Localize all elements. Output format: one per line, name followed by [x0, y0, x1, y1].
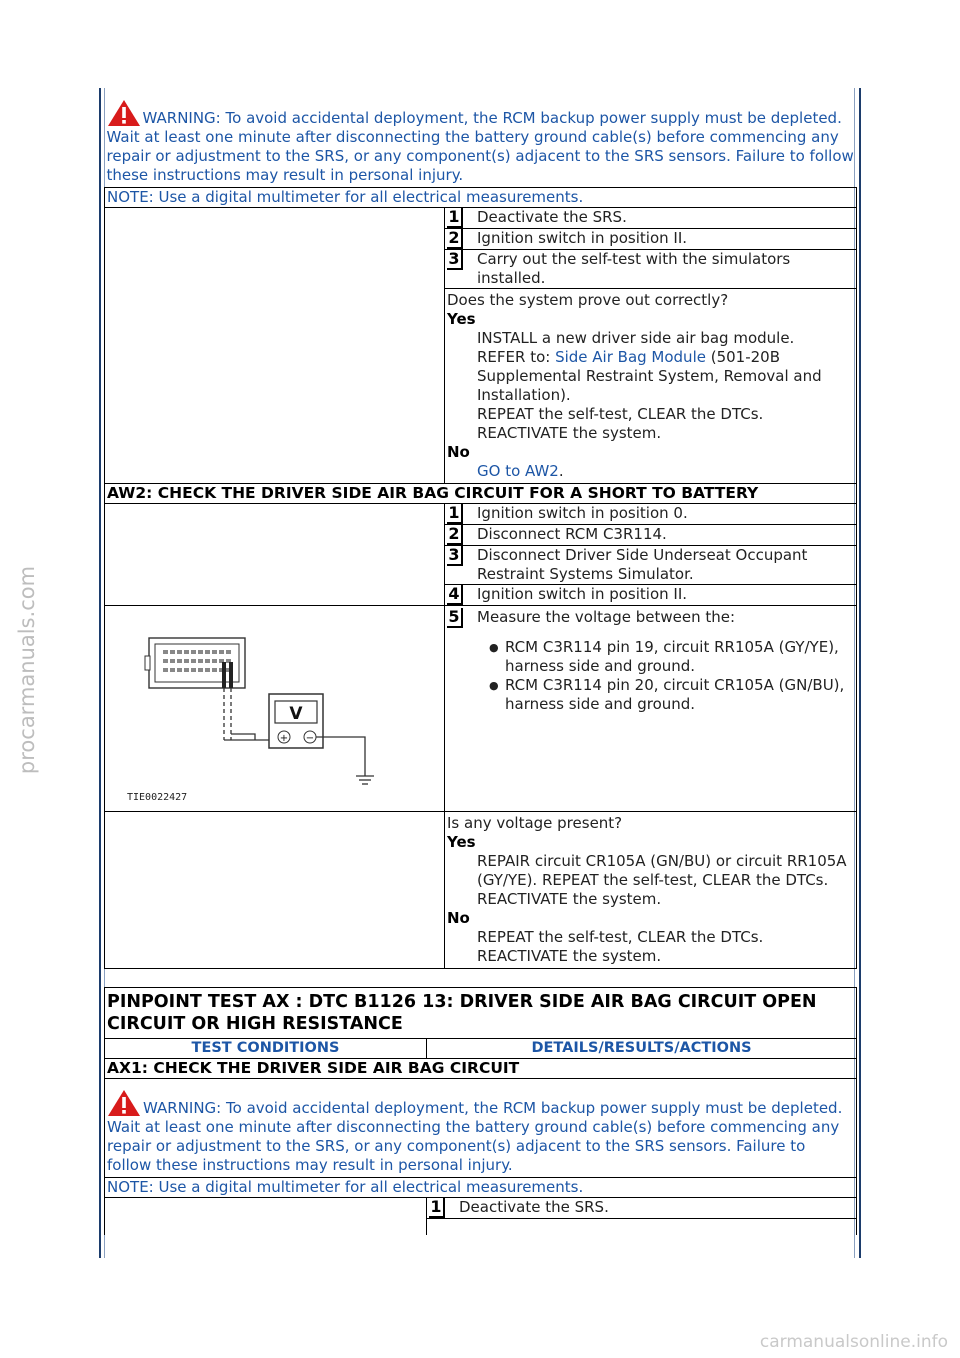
ax1-heading: AX1: CHECK THE DRIVER SIDE AIR BAG CIRCUIT	[105, 1059, 857, 1079]
no-suffix: .	[558, 462, 564, 480]
step-number: 4	[447, 585, 463, 605]
refer-prefix: REFER to:	[477, 348, 556, 366]
ground-lead	[316, 737, 374, 784]
voltage-measurement-diagram	[105, 606, 443, 806]
step-number: 2	[447, 229, 463, 249]
empty-conditions-cell	[105, 812, 445, 969]
right-border-line	[859, 88, 861, 1258]
result-cell	[445, 289, 857, 484]
trailing-cell	[427, 1219, 857, 1235]
step-row	[427, 1198, 857, 1219]
yes-text: REPAIR circuit CR105A (GN/BU) or circuit RR105A (GY/YE). REPEAT the self-test, CLEAR the DTCs. REACTIVATE the system.	[477, 852, 847, 908]
figure-caption: TIE0022427	[127, 792, 188, 803]
aw2-heading: AW2: CHECK THE DRIVER SIDE AIR BAG CIRCUIT FOR A SHORT TO BATTERY	[105, 484, 857, 504]
step-number: 1	[429, 1198, 445, 1218]
step-text: Deactivate the SRS.	[477, 208, 627, 226]
side-watermark-text: procarmanuals.com	[15, 565, 39, 775]
column-header-conditions: TEST CONDITIONS	[105, 1039, 427, 1059]
measure-step-cell	[445, 606, 857, 812]
step-text: Ignition switch in position II.	[477, 585, 688, 603]
yes-label: Yes	[447, 833, 476, 851]
step-text: Measure the voltage between the:	[477, 608, 736, 626]
no-label: No	[447, 909, 470, 927]
meter-plus: +	[279, 733, 289, 744]
step-text: Deactivate the SRS.	[459, 1198, 609, 1216]
question-text: Is any voltage present?	[447, 814, 623, 832]
warning-block	[105, 1079, 857, 1178]
yes-line-1: INSTALL a new driver side air bag module.	[477, 329, 795, 347]
step-row	[445, 250, 857, 289]
column-header-details: DETAILS/RESULTS/ACTIONS	[427, 1039, 857, 1059]
section1-table	[104, 96, 857, 484]
step-row	[445, 504, 857, 525]
step-text: Ignition switch in position 0.	[477, 504, 688, 522]
yes-line-4: REACTIVATE the system.	[477, 424, 662, 442]
step-row	[445, 585, 857, 606]
note-row: NOTE: Use a digital multimeter for all electrical measurements.	[105, 188, 857, 208]
warning-triangle-icon	[107, 1089, 141, 1117]
step-number: 1	[447, 208, 463, 228]
document-content	[104, 96, 856, 1235]
meter-label: V	[289, 704, 303, 724]
warning-text: WARNING: To avoid accidental deployment, the RCM backup power supply must be depleted. Wait at least one minute after disconnecting the battery ground cable(s) before commencing any repair or adjustment to the SRS, or any component(s) adjacent to the SRS sensors. Failure to follow these instructions may result in personal injury.	[106, 109, 854, 184]
empty-conditions-cell	[105, 504, 445, 606]
bottom-watermark: carmanualsonline.info	[759, 1332, 948, 1352]
measurement-list	[475, 638, 854, 714]
step-row	[445, 208, 857, 229]
side-air-bag-module-link[interactable]: Side Air Bag Module	[555, 348, 706, 366]
step-row	[445, 229, 857, 250]
step-number: 2	[447, 525, 463, 545]
step-row	[445, 546, 857, 585]
step-number: 1	[447, 504, 463, 524]
no-line	[447, 462, 854, 481]
step-number: 3	[447, 546, 463, 566]
yes-label: Yes	[447, 310, 476, 328]
step-text: Disconnect Driver Side Underseat Occupant Restraint Systems Simulator.	[477, 546, 808, 583]
empty-conditions-cell	[105, 208, 445, 484]
side-watermark	[12, 560, 42, 780]
result-cell	[445, 812, 857, 969]
trailing-cell	[105, 1219, 427, 1235]
ax-table	[104, 987, 857, 1235]
go-to-aw2-link[interactable]: GO to AW2	[477, 462, 559, 480]
warning-text: WARNING: To avoid accidental deployment, the RCM backup power supply must be depleted. Wait at least one minute after disconnecting the battery ground cable(s) before commencing any repair or adjustment to the SRS, or any component(s) adjacent to the SRS sensors. Failure to follow these instructions may result in personal injury.	[107, 1099, 843, 1174]
warning-block	[105, 96, 857, 188]
note-row: NOTE: Use a digital multimeter for all electrical measurements.	[105, 1178, 857, 1198]
list-item: ● RCM C3R114 pin 19, circuit RR105A (GY/YE), harness side and ground.	[491, 638, 854, 676]
aw2-table	[104, 484, 857, 969]
step-number: 5	[447, 608, 463, 628]
figure-cell	[105, 606, 445, 812]
yes-refer	[447, 348, 854, 405]
refer-suffix: (501-20B Supplemental Restraint System, Removal and Installation).	[477, 348, 822, 404]
list-item: ● RCM C3R114 pin 20, circuit CR105A (GN/BU), harness side and ground.	[491, 676, 854, 714]
yes-line-3: REPEAT the self-test, CLEAR the DTCs.	[477, 405, 764, 423]
no-label: No	[447, 443, 470, 461]
empty-conditions-cell	[105, 1198, 427, 1219]
meter-minus: −	[305, 733, 315, 744]
question-text: Does the system prove out correctly?	[447, 291, 729, 309]
step-row	[445, 525, 857, 546]
multimeter-drawing	[269, 694, 323, 748]
step-text: Disconnect RCM C3R114.	[477, 525, 667, 543]
step-text: Ignition switch in position II.	[477, 229, 688, 247]
warning-triangle-icon	[107, 99, 141, 127]
pinpoint-test-title: PINPOINT TEST AX : DTC B1126 13: DRIVER SIDE AIR BAG CIRCUIT OPEN CIRCUIT OR HIGH RESISTANCE	[105, 988, 857, 1039]
no-text: REPEAT the self-test, CLEAR the DTCs. REACTIVATE the system.	[477, 928, 764, 965]
left-border-line	[99, 88, 101, 1258]
step-text: Carry out the self-test with the simulators installed.	[477, 250, 791, 287]
step-number: 3	[447, 250, 463, 270]
connector-drawing	[145, 638, 245, 688]
